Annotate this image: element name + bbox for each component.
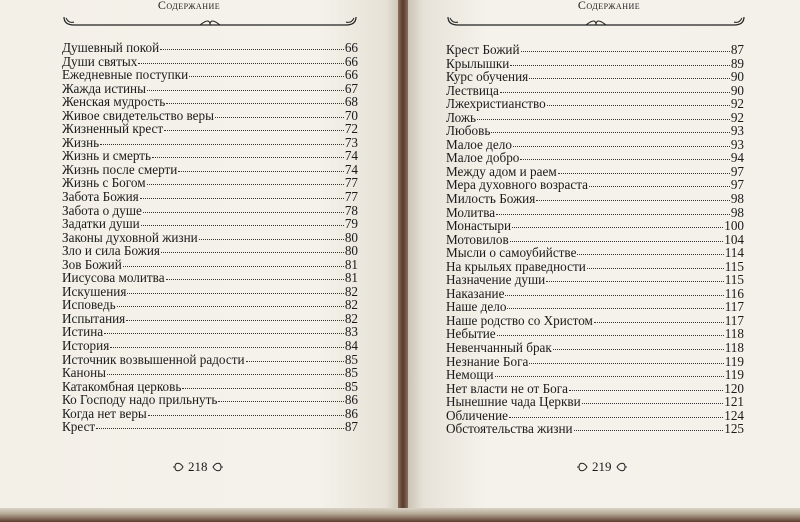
toc-leader-dots (558, 163, 730, 174)
toc-entry-page: 78 (344, 202, 358, 218)
toc-leader-dots (100, 134, 344, 145)
toc-entry-page: 118 (724, 326, 744, 342)
toc-entry-title: Задатки души (62, 216, 140, 232)
toc-leader-dots (215, 107, 344, 118)
toc-entry-page: 124 (724, 407, 744, 423)
folio-ornament-left-icon (576, 461, 588, 473)
toc-entry-page: 97 (730, 177, 744, 193)
toc-entry-page: 70 (344, 107, 358, 123)
toc-entry-title: Небытие (446, 326, 496, 342)
toc-leader-dots (160, 39, 344, 50)
toc-leader-dots (477, 109, 730, 120)
toc-entry-title: Ко Господу надо прильнуть (62, 392, 218, 408)
toc-leader-dots (123, 256, 344, 267)
toc-entry-title: Жизнь с Богом (62, 175, 146, 191)
toc-entry-page: 83 (344, 324, 358, 340)
toc-entry-page: 82 (344, 297, 358, 313)
right-folio (576, 459, 628, 475)
toc-entry-title: Женская мудрость (62, 94, 166, 110)
toc-entry (446, 422, 744, 436)
toc-leader-dots (507, 298, 723, 309)
toc-leader-dots (547, 95, 730, 106)
toc-leader-dots (497, 325, 724, 336)
toc-leader-dots (161, 242, 344, 253)
toc-entry-title: Истина (62, 324, 104, 340)
toc-entry-page: 85 (344, 351, 358, 367)
toc-leader-dots (589, 176, 730, 187)
toc-entry-title: Малое дело (446, 136, 512, 152)
toc-leader-dots (138, 53, 344, 64)
toc-leader-dots (521, 41, 730, 52)
toc-entry-page: 90 (730, 82, 744, 98)
toc-entry-page: 77 (344, 189, 358, 205)
toc-leader-dots (500, 82, 730, 93)
toc-entry-title: Каноны (62, 365, 107, 381)
toc-entry-title: Мысли о самоубийстве (446, 245, 577, 261)
toc-entry-title: Забота о душе (62, 202, 142, 218)
page-bottom-edge (0, 508, 800, 522)
toc-entry-title: Монастыри (446, 218, 512, 234)
right-page (408, 0, 800, 508)
toc-entry-page: 74 (344, 161, 358, 177)
toc-entry-title: Лествица (446, 82, 499, 98)
toc-leader-dots (509, 407, 723, 418)
toc-entry-page: 98 (730, 204, 744, 220)
toc-entry-page: 66 (344, 53, 358, 69)
toc-entry-page: 94 (730, 150, 744, 166)
toc-leader-dots (569, 380, 723, 391)
toc-entry-title: Ложь (446, 109, 477, 125)
toc-entry-title: Малое добро (446, 150, 520, 166)
toc-leader-dots (529, 68, 730, 79)
toc-entry-title: Исповедь (62, 297, 116, 313)
toc-leader-dots (141, 215, 344, 226)
toc-entry-title: Живое свидетельство веры (62, 107, 214, 123)
toc-leader-dots (143, 202, 344, 213)
toc-entry-title: Законы духовной жизни (62, 229, 198, 245)
toc-entry-title: Искушения (62, 283, 127, 299)
right-header-ornament-icon (446, 15, 746, 29)
toc-entry-page: 86 (344, 405, 358, 421)
toc-entry-page: 66 (344, 40, 358, 55)
toc-leader-dots (104, 323, 344, 334)
toc-entry-page: 72 (344, 121, 358, 137)
toc-entry-title: Крест Божий (446, 42, 520, 57)
toc-leader-dots (505, 285, 723, 296)
toc-leader-dots (582, 393, 723, 404)
book-gutter (398, 0, 408, 522)
left-page-number: 218 (188, 459, 208, 474)
toc-entry-title: Любовь (446, 123, 491, 139)
toc-entry-title: Между адом и раем (446, 163, 557, 179)
toc-entry-page: 89 (730, 55, 744, 71)
toc-entry-page: 86 (344, 392, 358, 408)
toc-entry-title: Незнание Бога (446, 353, 529, 369)
toc-leader-dots (148, 405, 344, 416)
toc-entry-page: 81 (344, 270, 358, 286)
toc-entry-title: Наше дело (446, 299, 507, 315)
toc-entry-page: 73 (344, 134, 358, 150)
toc-leader-dots (152, 147, 344, 158)
toc-entry-title: Жизнь (62, 134, 100, 150)
left-toc-list (62, 41, 358, 434)
folio-ornament-right-icon (616, 461, 628, 473)
toc-entry-page: 93 (730, 123, 744, 139)
toc-entry-title: Мера духовного возраста (446, 177, 589, 193)
toc-leader-dots (546, 271, 723, 282)
toc-entry-page: 84 (344, 338, 358, 354)
toc-entry-page: 118 (724, 340, 744, 356)
toc-leader-dots (107, 364, 344, 375)
toc-leader-dots (536, 190, 730, 201)
left-running-head: Содержание (157, 0, 221, 12)
toc-leader-dots (166, 269, 344, 280)
toc-leader-dots (147, 174, 344, 185)
toc-leader-dots (574, 420, 724, 431)
toc-entry-page: 85 (344, 378, 358, 394)
toc-entry-title: Невенчанный брак (446, 340, 552, 356)
left-page (0, 0, 398, 508)
toc-entry-page: 74 (344, 148, 358, 164)
right-toc-list (446, 43, 744, 436)
toc-entry-page: 104 (724, 231, 744, 247)
toc-entry-title: Иисусова молитва (62, 270, 165, 286)
toc-leader-dots (491, 122, 729, 133)
toc-entry-page: 80 (344, 229, 358, 245)
toc-entry-title: Нет власти не от Бога (446, 380, 569, 396)
toc-entry-page: 85 (344, 365, 358, 381)
toc-entry-title: Катакомбная церковь (62, 378, 182, 394)
toc-entry-page: 93 (730, 136, 744, 152)
toc-entry-page: 98 (730, 191, 744, 207)
toc-leader-dots (512, 217, 723, 228)
toc-leader-dots (164, 120, 344, 131)
toc-entry-title: Наказание (446, 285, 505, 301)
toc-leader-dots (110, 337, 344, 348)
toc-entry-page: 119 (724, 353, 744, 369)
right-running-head: Содержание (577, 0, 641, 12)
toc-entry-page: 66 (344, 67, 358, 83)
toc-entry-title: На крыльях праведности (446, 258, 586, 274)
toc-entry-title: Крылышки (446, 55, 510, 71)
toc-leader-dots (246, 351, 344, 362)
toc-entry-title: Когда нет веры (62, 405, 147, 421)
toc-entry-title: Обличение (446, 407, 508, 423)
toc-leader-dots (178, 161, 344, 172)
toc-entry-title: Милость Божия (446, 191, 536, 207)
toc-leader-dots (496, 204, 730, 215)
toc-entry-title: Лжехристианство (446, 96, 546, 112)
toc-entry (62, 420, 358, 434)
toc-leader-dots (510, 55, 730, 66)
toc-leader-dots (553, 339, 724, 350)
toc-entry-title: Обстоятельства жизни (446, 421, 573, 437)
toc-entry-title: Ежедневные поступки (62, 67, 189, 83)
left-header-ornament-icon (62, 15, 358, 29)
folio-ornament-right-icon (212, 461, 224, 473)
toc-entry-title: Души святых (62, 53, 138, 69)
toc-leader-dots (127, 283, 343, 294)
toc-entry-title: Жажда истины (62, 80, 146, 96)
toc-leader-dots (147, 80, 344, 91)
toc-entry-title: Курс обучения (446, 69, 529, 85)
toc-entry-title: Молитва (446, 204, 496, 220)
toc-entry-title: Зло и сила Божия (62, 243, 160, 259)
toc-entry-title: Жизненный крест (62, 121, 164, 137)
toc-entry-page: 100 (724, 218, 744, 234)
folio-ornament-left-icon (172, 461, 184, 473)
toc-entry-page: 117 (724, 299, 744, 315)
toc-entry-page: 116 (724, 285, 744, 301)
toc-entry-title: Наше родство со Христом (446, 312, 593, 328)
toc-entry-title: Жизнь после смерти (62, 161, 178, 177)
toc-leader-dots (117, 296, 344, 307)
toc-entry-page: 97 (730, 163, 744, 179)
toc-leader-dots (513, 136, 730, 147)
toc-entry-page: 87 (344, 419, 358, 435)
toc-leader-dots (166, 93, 344, 104)
toc-entry-title: Крест (62, 419, 96, 435)
toc-leader-dots (189, 66, 344, 77)
toc-leader-dots (594, 312, 724, 323)
toc-leader-dots (520, 149, 729, 160)
toc-entry-title: История (62, 338, 110, 354)
toc-leader-dots (140, 188, 344, 199)
toc-leader-dots (510, 231, 724, 242)
toc-leader-dots (182, 378, 343, 389)
toc-entry-title: Забота Божия (62, 189, 139, 205)
toc-leader-dots (218, 391, 343, 402)
toc-entry-page: 92 (730, 96, 744, 112)
toc-entry-page: 67 (344, 80, 358, 96)
toc-entry-page: 68 (344, 94, 358, 110)
toc-entry-page: 77 (344, 175, 358, 191)
toc-leader-dots (587, 258, 724, 269)
toc-leader-dots (577, 244, 723, 255)
toc-leader-dots (199, 229, 344, 240)
left-folio (172, 459, 224, 475)
toc-entry-page: 115 (724, 272, 744, 288)
toc-entry-title: Назначение души (446, 272, 546, 288)
right-page-number: 219 (592, 459, 612, 474)
toc-entry-page: 81 (344, 256, 358, 272)
toc-entry-title: Мотовилов (446, 231, 509, 247)
toc-entry-page: 87 (730, 42, 744, 57)
toc-entry-page: 117 (724, 312, 744, 328)
toc-entry-page: 82 (344, 310, 358, 326)
toc-entry-page: 119 (724, 367, 744, 383)
toc-leader-dots (529, 353, 723, 364)
toc-leader-dots (126, 310, 344, 321)
toc-entry-page: 114 (724, 245, 744, 261)
toc-entry-page: 90 (730, 69, 744, 85)
toc-entry-title: Зов Божий (62, 256, 122, 272)
toc-entry-title: Испытания (62, 310, 126, 326)
toc-entry-page: 80 (344, 243, 358, 259)
toc-entry-page: 115 (724, 258, 744, 274)
toc-entry-page: 79 (344, 216, 358, 232)
toc-entry-page: 82 (344, 283, 358, 299)
toc-leader-dots (96, 418, 344, 429)
toc-entry-title: Нынешние чада Церкви (446, 394, 581, 410)
toc-entry-title: Немощи (446, 367, 494, 383)
toc-entry-title: Душевный покой (62, 40, 160, 55)
toc-entry-page: 92 (730, 109, 744, 125)
toc-entry-page: 120 (724, 380, 744, 396)
toc-entry-title: Жизнь и смерть (62, 148, 152, 164)
toc-entry-title: Источник возвышенной радости (62, 351, 245, 367)
toc-entry-page: 125 (724, 421, 744, 437)
toc-leader-dots (495, 366, 724, 377)
toc-entry-page: 121 (724, 394, 744, 410)
